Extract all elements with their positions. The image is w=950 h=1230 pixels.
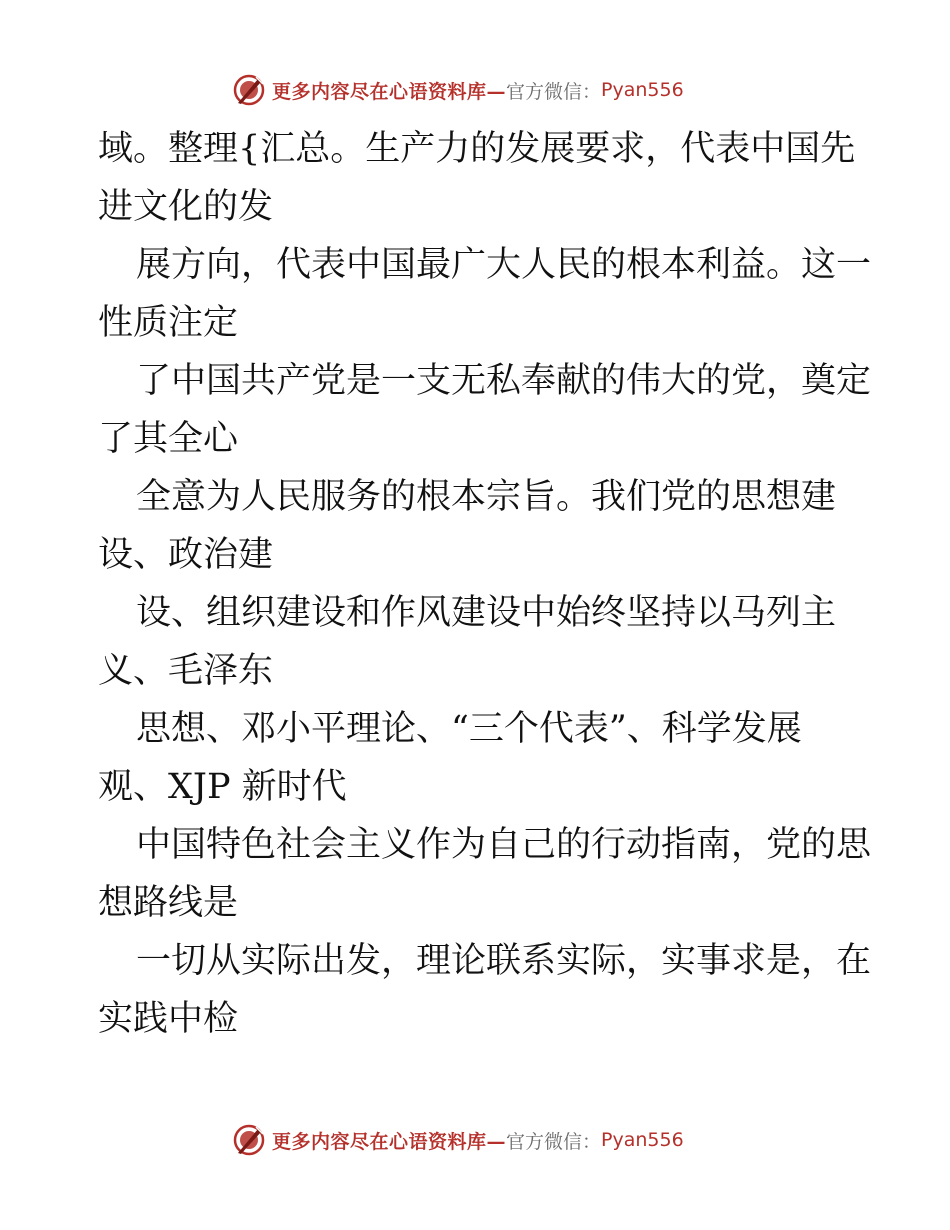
header-promo-text: 更多内容尽在心语资料库— (272, 80, 507, 103)
footer-promo-text: 更多内容尽在心语资料库— (272, 1130, 507, 1153)
text-line: 观、XJP 新时代 (98, 767, 347, 807)
quill-seal-logo-icon (232, 73, 266, 107)
footer-wechat-label: 官方微信： (506, 1130, 602, 1153)
text-line: 一切从实际出发，理论联系实际，实事求是，在 (136, 941, 872, 981)
header-wechat-id: Pyan556 (601, 79, 684, 101)
text-line: 义、毛泽东 (98, 651, 274, 691)
text-line: 了中国共产党是一支无私奉献的伟大的党，奠定 (136, 361, 872, 401)
text-line: 中国特色社会主义作为自己的行动指南，党的思 (136, 825, 872, 865)
text-line: 了其全心 (98, 419, 239, 459)
footer-banner (232, 1120, 684, 1160)
text-line: 域。整理{汇总。生产力的发展要求，代表中国先 (98, 129, 856, 169)
text-line: 想路线是 (98, 883, 239, 923)
text-line: 设、政治建 (98, 535, 274, 575)
text-line: 实践中检 (98, 999, 239, 1039)
document-body (98, 120, 872, 1048)
text-line: 设、组织建设和作风建设中始终坚持以马列主 (136, 593, 837, 633)
text-line: 思想、邓小平理论、“三个代表”、科学发展 (136, 709, 802, 749)
text-line: 进文化的发 (98, 187, 274, 227)
text-line: 展方向，代表中国最广大人民的根本利益。这一 (136, 245, 872, 285)
quill-seal-logo-icon (232, 1123, 266, 1157)
header-wechat-label: 官方微信： (506, 80, 602, 103)
header-banner (232, 70, 684, 110)
footer-wechat-id: Pyan556 (601, 1129, 684, 1151)
text-line: 全意为人民服务的根本宗旨。我们党的思想建 (136, 477, 837, 517)
text-line: 性质注定 (98, 303, 239, 343)
